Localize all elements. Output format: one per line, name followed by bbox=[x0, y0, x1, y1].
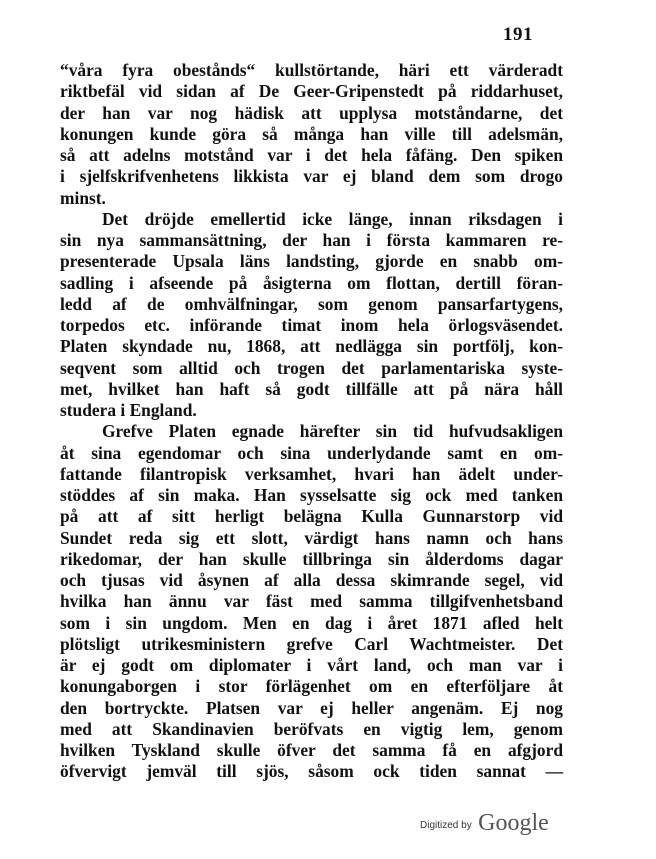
text-line: presenterade Upsala läns landsting, gjorde en snabb om- bbox=[60, 251, 563, 272]
text-line: stöddes af sin maka. Han sysselsatte sig ock med tanken bbox=[60, 485, 563, 505]
text-line: är ej godt om diplomater i vårt land, och man var i bbox=[60, 655, 563, 675]
paragraph bbox=[60, 60, 563, 209]
text-line: åt sina egendomar och sina underlydande samt en om- bbox=[60, 442, 563, 463]
paragraph bbox=[60, 209, 563, 422]
text-line: hvilka han ännu var fäst med samma tillgifvenhetsband bbox=[60, 591, 563, 612]
text-line: konungen kunde göra så många han ville till adelsmän, bbox=[60, 123, 563, 144]
text-line: minst. bbox=[60, 187, 106, 208]
text-line: på att af sitt herligt belägna Kulla Gunnarstorp vid bbox=[60, 506, 563, 527]
text-line: konungaborgen i stor förlägenhet om en efterföljare åt bbox=[60, 676, 563, 697]
text-line: der han var nog hädisk att upplysa motståndarne, det bbox=[60, 102, 563, 123]
text-line: ledd af de omhvälfningar, som genom pansarfartygens, bbox=[60, 293, 563, 314]
text-line: seqvent som alltid och trogen det parlamentariska syste- bbox=[60, 357, 563, 378]
text-line: sin nya sammansättning, der han i första kammaren re- bbox=[60, 230, 563, 250]
paragraph bbox=[60, 421, 563, 782]
text-line: “våra fyra obestånds“ kullstörtande, häri ett värderadt bbox=[60, 60, 563, 80]
digitized-by-watermark bbox=[420, 810, 549, 837]
text-line: öfvervigt jemväl till sjös, såsom ock tiden sannat — bbox=[60, 761, 563, 782]
text-line: fattande filantropisk verksamhet, hvari han ädelt under- bbox=[60, 463, 563, 484]
text-line: Platen skyndade nu, 1868, att nedlägga sin portfölj, kon- bbox=[60, 336, 563, 357]
text-line: Grefve Platen egnade härefter sin tid hufvudsakligen bbox=[102, 421, 563, 442]
text-line: riktbefäl vid sidan af De Geer-Gripenstedt på riddarhuset, bbox=[60, 81, 563, 102]
digitized-label: Digitized by bbox=[420, 820, 472, 831]
text-line: plötsligt utrikesministern grefve Carl Wachtmeister. Det bbox=[60, 633, 563, 654]
google-logo: Google bbox=[478, 810, 549, 836]
text-line: i sjelfskrifvenhetens likkista var ej bland dem som drogo bbox=[60, 166, 563, 187]
text-line: rikedomar, der han skulle tillbringa sin ålderdoms dagar bbox=[60, 548, 563, 569]
text-line: met, hvilket han haft så godt tillfälle att på nära håll bbox=[60, 378, 563, 399]
text-line: torpedos etc. införande timat inom hela örlogsväsendet. bbox=[60, 315, 563, 335]
text-line: studera i England. bbox=[60, 400, 197, 420]
text-line: sadling i afseende på åsigterna om flottan, dertill föran- bbox=[60, 272, 563, 293]
body-text bbox=[60, 60, 563, 783]
text-line: hvilken Tyskland skulle öfver det samma få en afgjord bbox=[60, 740, 563, 760]
text-line: och tjusas vid åsynen af alla dessa skimrande segel, vid bbox=[60, 570, 563, 590]
text-line: så att adelns motstånd var i det hela fåfäng. Den spiken bbox=[60, 145, 563, 165]
page-number: 191 bbox=[503, 24, 533, 45]
text-line: den bortryckte. Platsen var ej heller angenäm. Ej nog bbox=[60, 697, 563, 718]
text-line: Sundet reda sig ett slott, värdigt hans namn och hans bbox=[60, 527, 563, 548]
text-line: med att Skandinavien beröfvats en vigtig lem, genom bbox=[60, 718, 563, 739]
text-line: Det dröjde emellertid icke länge, innan riksdagen i bbox=[102, 208, 563, 229]
text-line: som i sin ungdom. Men en dag i året 1871 afled helt bbox=[60, 612, 563, 633]
